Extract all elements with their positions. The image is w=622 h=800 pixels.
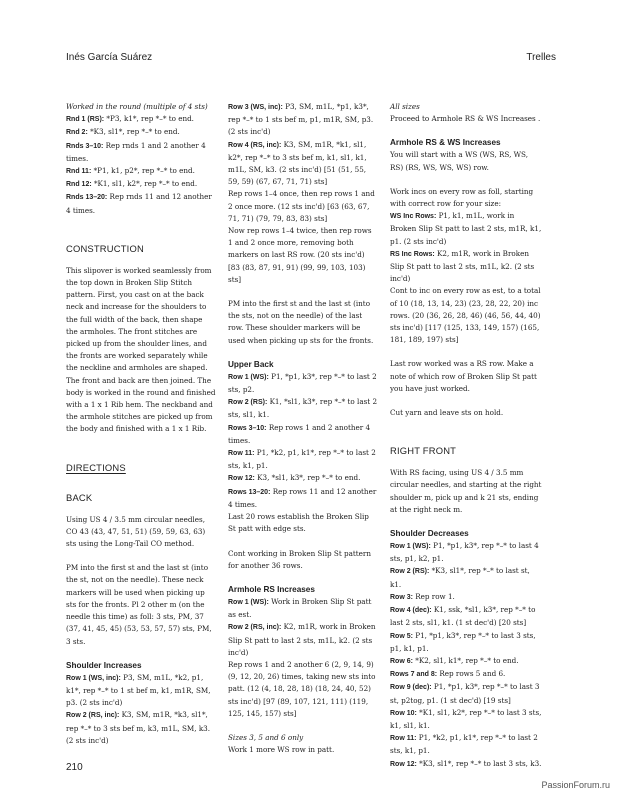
dec-row-11: Row 11: P1, *k2, p1, k1*, rep *–* to last 2 sts, k1, p1. — [390, 733, 538, 756]
upper-row-1: Row 1 (WS): P1, *p1, k3*, rep *–* to last 2 sts, p2. — [228, 371, 377, 395]
back-markers: PM into the first st and the last st (into the st, not on the needle). These neck markers will be used when picking up sts for the fronts. Pl 2 other m (on the needle this time) as foll: 3 sts, PM, 37 (37, 41, 45, 45) (53, 53, 57, 57) sts, PM, 3 sts. — [66, 563, 212, 646]
round-12: Rnd 12: *K1, sl1, k2*, rep *–* to end. — [66, 179, 198, 189]
back-cast-on: Using US 4 / 3.5 mm circular needles, CO 43 (43, 47, 51, 51) (59, 59, 63, 63) sts using the Long-Tail CO method. — [66, 514, 206, 549]
column-1 — [66, 101, 216, 747]
page-number: 210 — [66, 762, 83, 773]
round-2: Rnd 2: *K3, sl1*, rep *–* to end. — [66, 127, 180, 137]
last-row-note: Last row worked was a RS row. Make a note of which row of Broken Slip St patt you have just worked. — [390, 359, 537, 393]
dec-rows-7-8: Rows 7 and 8: Rep rows 5 and 6. — [390, 669, 506, 679]
back-row-4: Row 4 (RS, inc): K3, SM, m1R, *k1, sl1, k2*, rep *–* to 3 sts bef m, k1, sl1, k1, m1L, SM, k3. (2 sts inc'd) [51 (51, 55, 59, 59) (67, 67, 71, 71) sts] — [228, 139, 367, 187]
dec-row-5: Row 5: P1, *p1, k3*, rep *–* to last 3 sts, p1, k1, p1. — [390, 630, 536, 653]
rounds-3-10: Rnds 3–10: Rep rnds 1 and 2 another 4 times. — [66, 140, 206, 163]
right-front-heading: RIGHT FRONT — [390, 445, 457, 457]
upper-row-11: Row 11: P1, *k2, p1, k1*, rep *–* to last 2 sts, k1, p1. — [228, 448, 376, 471]
continue-inc-note: Cont to inc on every row as est, to a total of 10 (18, 13, 14, 23) (23, 28, 22, 20) inc rows. (20 (36, 26, 28, 46) (46, 56, 44, 40) sts inc'd) [117 (125, 133, 149, 157) (165, 181, 189, 197) sts] — [390, 286, 541, 345]
all-sizes-note: All sizes — [390, 102, 420, 111]
upper-rows-13-20: Rows 13–20: Rep rows 11 and 12 another 4 times. — [228, 486, 377, 509]
dec-row-4: Row 4 (dec): K1, ssk, *sl1, k3*, rep *–* to last 2 sts, sl1, k1. (1 st dec'd) [20 sts] — [390, 605, 536, 628]
construction-heading: CONSTRUCTION — [66, 242, 144, 254]
column-3 — [390, 101, 542, 771]
shoulder-decreases-heading: Shoulder Decreases — [390, 529, 469, 539]
armhole-row-1: Row 1 (WS): Work in Broken Slip St patt as est. — [228, 596, 372, 620]
shoulder-marker-note: PM into the first st and the last st (into the sts, not on the needle) of the last row. These shoulder markers will be used when picking up sts for the fronts. — [228, 299, 374, 345]
armhole-rs-heading: Armhole RS Increases — [228, 584, 315, 594]
rs-inc-rows: RS Inc Rows: K2, m1R, work in Broken Slip St patt to last 2 sts, m1L, k2. (2 sts inc'd) — [390, 248, 535, 284]
column-2 — [228, 101, 378, 756]
armhole-rsws-heading: Armhole RS & WS Increases — [390, 138, 501, 148]
shoulder-increases-heading: Shoulder Increases — [66, 660, 142, 670]
upper-row-12: Row 12: K3, *sl1, k3*, rep *–* to end. — [228, 473, 361, 483]
repeat-note-2: Now rep rows 1–4 twice, then rep rows 1 and 2 once more, removing both markers on last RS row. (20 sts inc'd) [83 (83, 87, 91, 91) (99, 99, 103, 103) sts] — [228, 226, 372, 284]
stitch-intro: Worked in the round (multiple of 4 sts) — [66, 102, 208, 111]
pattern-title: Trelles — [526, 52, 556, 63]
rounds-13-20: Rnds 13–20: Rep rnds 11 and 12 another 4 times. — [66, 192, 212, 215]
shoulder-row-2: Row 2 (RS, inc): K3, SM, m1R, *k3, sl1*, rep *–* to 3 sts bef m, k3, m1L, SM, k3. (2 sts inc'd) — [66, 710, 211, 745]
round-1: Rnd 1 (RS): *P3, k1*, rep *–* to end. — [66, 114, 194, 124]
dec-row-1: Row 1 (WS): P1, *p1, k3*, rep *–* to last 4 sts, p1, k2, p1. — [390, 541, 539, 564]
cut-yarn-note: Cut yarn and leave sts on hold. — [390, 408, 504, 418]
armhole-repeat-note: Rep rows 1 and 2 another 6 (2, 9, 14, 9) (9, 12, 20, 26) times, taking new sts into patt. (12 (4, 18, 28, 18) (18, 24, 40, 52) sts inc'd) [97 (89, 107, 121, 111) (119, 125, 145, 157) sts] — [228, 659, 376, 718]
dec-row-2: Row 2 (RS): *K3, sl1*, rep *–* to last st, k1. — [390, 566, 530, 589]
dec-row-9: Row 9 (dec): P1, *p1, k3*, rep *–* to last 3 st, p2tog, p1. (1 st dec'd) [19 sts] — [390, 682, 540, 705]
armhole-start-note: You will start with a WS (WS, RS, WS, RS) (RS, WS, WS, WS) row. — [390, 150, 528, 172]
right-front-text: With RS facing, using US 4 / 3.5 mm circular needles, and starting at the right shoulder m, pick up and k 21 sts, ending at the right neck m. — [390, 468, 542, 514]
upper-back-heading: Upper Back — [228, 359, 274, 369]
watermark: PassionForum.ru — [541, 780, 610, 790]
dec-row-12: Row 12: *K3, sl1*, rep *–* to last 3 sts, k3. — [390, 758, 542, 768]
back-row-3: Row 3 (WS, inc): P3, SM, m1L, *p1, k3*, rep *–* to 1 sts bef m, p1, m1R, SM, p3. (2 sts inc'd) — [228, 102, 374, 137]
upper-row-2: Row 2 (RS): K1, *sl1, k3*, rep *–* to last 2 sts, sl1, k1. — [228, 397, 378, 420]
dec-row-3: Row 3: Rep row 1. — [390, 591, 455, 601]
dec-row-10: Row 10: *K1, sl1, k2*, rep *–* to last 3 sts, k1, sl1, k1. — [390, 707, 542, 730]
proceed-note: Proceed to Armhole RS & WS Increases . — [390, 114, 541, 124]
upper-rows-3-10: Rows 3–10: Rep rows 1 and 2 another 4 times. — [228, 422, 371, 445]
work-incs-note: Work incs on every row as foll, starting with correct row for your size: — [390, 186, 534, 209]
author-name: Inés García Suárez — [66, 52, 153, 63]
back-heading: BACK — [66, 491, 93, 503]
round-11: Rnd 11: *P1, k1, p2*, rep *–* to end. — [66, 166, 195, 176]
sizes-note: Sizes 3, 5 and 6 only — [228, 732, 304, 742]
shoulder-row-1: Row 1 (WS, inc): P3, SM, m1L, *k2, p1, k1*, rep *–* to 1 st bef m, k1, m1R, SM, p3. (2 sts inc'd) — [66, 672, 211, 708]
directions-heading: DIRECTIONS — [66, 461, 126, 473]
armhole-row-2: Row 2 (RS, inc): K2, m1R, work in Broken Slip St patt to last 2 sts, m1L, k2. (2 sts inc'd) — [228, 622, 376, 657]
ws-inc-rows: WS Inc Rows: P1, k1, m1L, work in Broken Slip St patt to last 2 sts, m1R, k1, p1. (2 sts inc'd) — [390, 211, 542, 246]
dec-row-6: Row 6: *K2, sl1, k1*, rep *–* to end. — [390, 655, 519, 665]
last-20-rows-note: Last 20 rows establish the Broken Slip St patt with edge sts. — [228, 512, 369, 534]
continue-note: Cont working in Broken Slip St pattern for another 36 rows. — [228, 548, 371, 570]
sizes-text: Work 1 more WS row in patt. — [228, 745, 335, 755]
repeat-note-1: Rep rows 1–4 once, then rep rows 1 and 2 once more. (12 sts inc'd) [63 (63, 67, 71, 71) (79, 79, 83, 83) sts] — [228, 189, 375, 223]
construction-text: This slipover is worked seamlessly from the top down in Broken Slip Stitch pattern. First, you cast on at the back neck and increase for the shoulders to the full width of the back, then shape the armholes. The front stitches are picked up from the shoulder lines, and the fronts are worked separately while the neckline and armholes are shaped. The front and back are then joined. The body is worked in the round and finished with a 1 x 1 Rib hem. The neckband and the armhole stitches are picked up from the body and finished with a 1 x 1 Rib. — [66, 265, 216, 434]
